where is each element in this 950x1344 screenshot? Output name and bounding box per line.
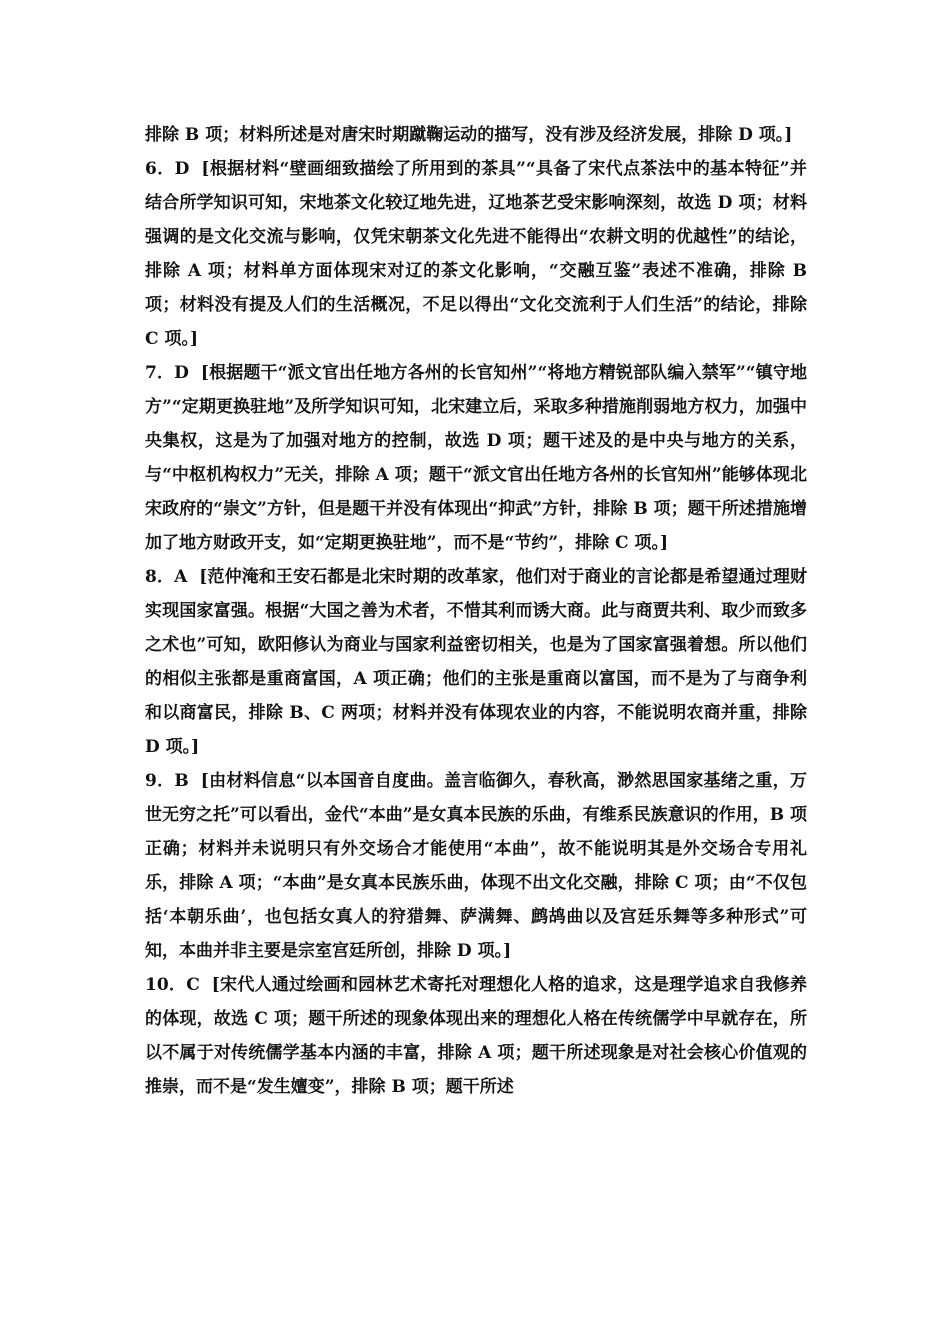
- answer-text: 排除 B 项；材料所述是对唐宋时期蹴鞠运动的描写，没有涉及经济发展，排除 D 项。]: [145, 125, 793, 145]
- answer-paragraph: [145, 152, 807, 356]
- answer-paragraph: [145, 968, 807, 1104]
- answer-paragraph: [145, 764, 807, 968]
- answer-number: 10．C: [145, 975, 200, 995]
- answer-paragraph: [145, 118, 807, 152]
- answer-text: [由材料信息“以本国音自度曲。盖言临御久，春秋高，渺然思国家基绪之重，万世无穷之托”可以看出，金代“本曲”是女真本民族的乐曲，有维系民族意识的作用，B 项正确；材料并未说明只有外交场合才能使用“本曲”，故不能说明其是外交场合专用礼乐，排除 A 项；“本曲”是女真本民族乐曲，体现不出文化交融，排除 C 项；由“不仅包括‘本朝乐曲’，也包括女真人的狩猎舞、萨满舞、鹧鸪曲以及宫廷乐舞等多种形式”可知，本曲并非主要是宗室宫廷所创，排除 D 项。]: [145, 771, 807, 961]
- answer-paragraph: [145, 356, 807, 560]
- answer-number: 6．D: [145, 159, 190, 179]
- answer-number: 8．A: [145, 567, 188, 587]
- answer-text: [根据题干“派文官出任地方各州的长官知州”“将地方精锐部队编入禁军”“镇守地方”“定期更换驻地”及所学知识可知，北宋建立后，采取多种措施削弱地方权力，加强中央集权，这是为了加强对地方的控制，故选 D 项；题干述及的是中央与地方的关系，与“中枢机构权力”无关，排除 A 项；题干“派文官出任地方各州的长官知州”能够体现北宋政府的“崇文”方针，但是题干并没有体现出“抑武”方针，排除 B 项；题干所述措施增加了地方财政开支，如“定期更换驻地”，而不是“节约”，排除 C 项。]: [145, 363, 807, 553]
- answer-paragraph: [145, 560, 807, 764]
- answer-text: [宋代人通过绘画和园林艺术寄托对理想化人格的追求，这是理学追求自我修养的体现，故选 C 项；题干所述的现象体现出来的理想化人格在传统儒学中早就存在，所以不属于对传统儒学基本内涵的丰富，排除 A 项；题干所述现象是对社会核心价值观的推崇，而不是“发生嬗变”，排除 B 项；题干所述: [145, 975, 807, 1097]
- answer-text: [根据材料“壁画细致描绘了所用到的茶具”“具备了宋代点茶法中的基本特征”并结合所学知识可知，宋地茶文化较辽地先进，辽地茶艺受宋影响深刻，故选 D 项；材料强调的是文化交流与影响，仅凭宋朝茶文化先进不能得出“农耕文明的优越性”的结论，排除 A 项；材料单方面体现宋对辽的茶文化影响，“交融互鉴”表述不准确，排除 B 项；材料没有提及人们的生活概况，不足以得出“文化交流利于人们生活”的结论，排除 C 项。]: [145, 159, 808, 349]
- answer-document: [145, 118, 807, 1104]
- answer-number: 9．B: [145, 771, 189, 791]
- answer-number: 7．D: [145, 363, 189, 383]
- answer-text: [范仲淹和王安石都是北宋时期的改革家，他们对于商业的言论都是希望通过理财实现国家富强。根据“大国之善为术者，不惜其利而诱大商。此与商贾共利、取少而致多之术也”可知，欧阳修认为商业与国家利益密切相关，也是为了国家富强着想。所以他们的相似主张都是重商富国，A 项正确；他们的主张是重商以富国，而不是为了与商争利和以商富民，排除 B、C 两项；材料并没有体现农业的内容，不能说明农商并重，排除 D 项。]: [145, 567, 807, 757]
